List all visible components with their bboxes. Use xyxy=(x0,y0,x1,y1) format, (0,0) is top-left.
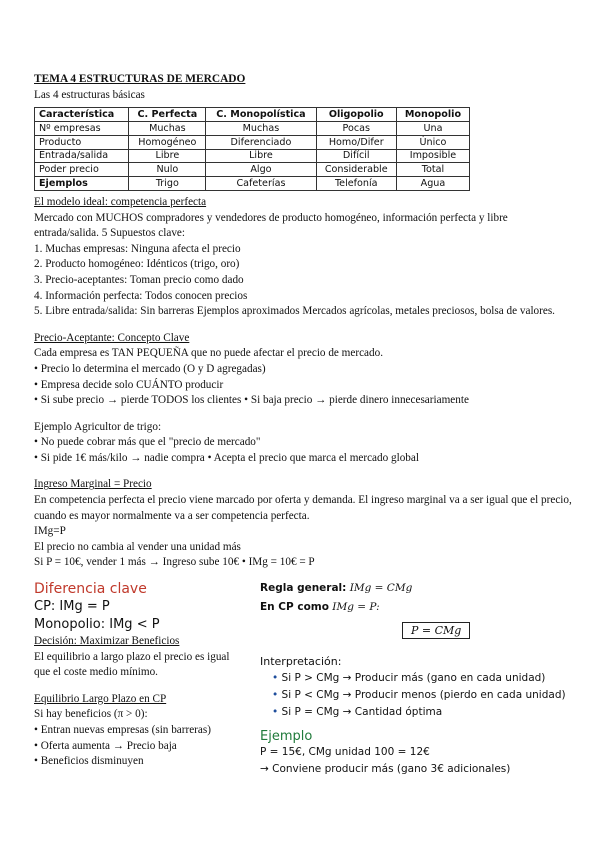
page-title: TEMA 4 ESTRUCTURAS DE MERCADO xyxy=(34,73,246,85)
list-item xyxy=(260,687,566,704)
table-cell: Trigo xyxy=(129,177,206,191)
section-heading: Equilibrio Largo Plazo en CP xyxy=(34,692,167,705)
list-item: • Beneficios disminuyen xyxy=(34,755,144,768)
bullet-icon: • xyxy=(272,689,279,701)
table-cell: Imposible xyxy=(396,149,469,163)
table-cell: Diferenciado xyxy=(206,135,316,149)
table-header-cell: Característica xyxy=(35,108,129,122)
document-page xyxy=(34,72,574,571)
diferencia-monopolio: Monopolio: IMg < P xyxy=(34,617,160,632)
regla-general-formula: IMg = CMg xyxy=(349,582,413,594)
interpretacion-item: Si P < CMg → Producir menos (pierdo en cada unidad) xyxy=(281,689,566,701)
interpretacion-item: Si P = CMg → Cantidad óptima xyxy=(281,706,443,718)
table-cell: Cafeterías xyxy=(206,177,316,191)
table-header-row xyxy=(35,108,470,122)
regla-cp xyxy=(260,599,560,616)
table-row xyxy=(35,149,470,163)
interpretacion-item: Si P > CMg → Producir más (gano en cada unidad) xyxy=(281,672,546,684)
table-cell: Ejemplos xyxy=(35,177,129,191)
list-item xyxy=(260,670,560,687)
table-header-cell: Oligopolio xyxy=(316,108,396,122)
ejemplo-heading: Ejemplo xyxy=(260,729,313,744)
paragraph: Si hay beneficios (π > 0): xyxy=(34,708,148,721)
paragraph: El precio no cambia al vender una unidad más xyxy=(34,540,241,553)
table-cell: Homo/Difer xyxy=(316,135,396,149)
list-item: 5. Libre entrada/salida: Sin barreras Ejemplos aproximados Mercados agrícolas, metales preciosos, bolsa de valores. xyxy=(34,305,555,318)
table-row xyxy=(35,177,470,191)
section-heading: Precio-Aceptante: Concepto Clave xyxy=(34,331,190,344)
regla-general-label: Regla general: xyxy=(260,582,347,594)
boxed-formula: P = CMg xyxy=(402,622,470,639)
table-header-cell: Monopolio xyxy=(396,108,469,122)
table-cell: Algo xyxy=(206,163,316,177)
table-cell: Telefonía xyxy=(316,177,396,191)
diferencia-heading: Diferencia clave xyxy=(34,581,147,597)
list-item: • Si sube precio → pierde TODOS los clientes • Si baja precio → pierde dinero innecesariamente xyxy=(34,394,469,407)
table-cell: Difícil xyxy=(316,149,396,163)
paragraph: En competencia perfecta el precio viene marcado por oferta y demanda. El ingreso marginal va a ser igual que el precio, cuando es mayor normalmente va a ser competencia perfecta. xyxy=(34,494,572,522)
table-header-cell: C. Monopolística xyxy=(206,108,316,122)
table-cell: Total xyxy=(396,163,469,177)
list-item: • Empresa decide solo CUÁNTO producir xyxy=(34,378,224,391)
paragraph: Si P = 10€, vender 1 más → Ingreso sube 10€ • IMg = 10€ = P xyxy=(34,556,315,569)
left-column xyxy=(34,580,244,770)
list-item xyxy=(260,704,560,721)
interpretacion-heading: Interpretación: xyxy=(260,655,342,668)
table-cell: Entrada/salida xyxy=(35,149,129,163)
table-row xyxy=(35,121,470,135)
table-cell: Muchas xyxy=(206,121,316,135)
table-row xyxy=(35,163,470,177)
bullet-icon: • xyxy=(272,672,279,684)
list-item: • Precio lo determina el mercado (O y D agregadas) xyxy=(34,362,266,375)
formula-line: IMg=P xyxy=(34,525,66,538)
table-cell: Producto xyxy=(35,135,129,149)
table-cell: Nulo xyxy=(129,163,206,177)
table-cell: Considerable xyxy=(316,163,396,177)
paragraph: Cada empresa es TAN PEQUEÑA que no puede afectar el precio de mercado. xyxy=(34,347,383,360)
ejemplo-line: P = 15€, CMg unidad 100 = 12€ xyxy=(260,746,430,758)
list-item: • Entran nuevas empresas (sin barreras) xyxy=(34,723,211,736)
list-item: • Oferta aumenta → Precio baja xyxy=(34,739,177,752)
table-cell: Nº empresas xyxy=(35,121,129,135)
regla-cp-formula: IMg = P: xyxy=(332,601,380,613)
section-heading: Ejemplo Agricultor de trigo: xyxy=(34,420,162,433)
table-cell: Libre xyxy=(206,149,316,163)
table-cell: Una xyxy=(396,121,469,135)
section-heading: El modelo ideal: competencia perfecta xyxy=(34,195,207,208)
list-item: • Si pide 1€ más/kilo → nadie compra • Acepta el precio que marca el mercado global xyxy=(34,451,419,464)
table-cell: Libre xyxy=(129,149,206,163)
table-cell: Único xyxy=(396,135,469,149)
table-cell: Muchas xyxy=(129,121,206,135)
list-item: • No puede cobrar más que el "precio de mercado" xyxy=(34,436,261,449)
section-heading: Decisión: Maximizar Beneficios xyxy=(34,635,180,647)
regla-general xyxy=(260,580,560,597)
paragraph: El equilibrio a largo plazo el precio es igual que el coste medio mínimo. xyxy=(34,650,230,679)
section-heading: Ingreso Marginal = Precio xyxy=(34,478,152,491)
page-subtitle: Las 4 estructuras básicas xyxy=(34,88,145,101)
regla-cp-label: En CP como xyxy=(260,601,329,613)
list-item: 2. Producto homogéneo: Idénticos (trigo, oro) xyxy=(34,258,240,271)
table-header-cell: C. Perfecta xyxy=(129,108,206,122)
bullet-icon: • xyxy=(272,706,279,718)
diferencia-cp: CP: IMg = P xyxy=(34,599,110,614)
list-item: 3. Precio-aceptantes: Toman precio como dado xyxy=(34,273,244,286)
table-cell: Homogéneo xyxy=(129,135,206,149)
list-item: 4. Información perfecta: Todos conocen precios xyxy=(34,289,248,302)
list-item: 1. Muchas empresas: Ninguna afecta el precio xyxy=(34,242,241,255)
table-cell: Poder precio xyxy=(35,163,129,177)
market-structures-table xyxy=(34,107,470,191)
table-cell: Pocas xyxy=(316,121,396,135)
paragraph: Mercado con MUCHOS compradores y vendedores de producto homogéneo, información perfecta y libre entrada/salida. 5 Supuestos clave: xyxy=(34,211,508,240)
ejemplo-line: → Conviene producir más (gano 3€ adicionales) xyxy=(260,763,511,775)
right-column xyxy=(260,580,566,778)
table-cell: Agua xyxy=(396,177,469,191)
two-column-section xyxy=(34,580,566,800)
table-row xyxy=(35,135,470,149)
